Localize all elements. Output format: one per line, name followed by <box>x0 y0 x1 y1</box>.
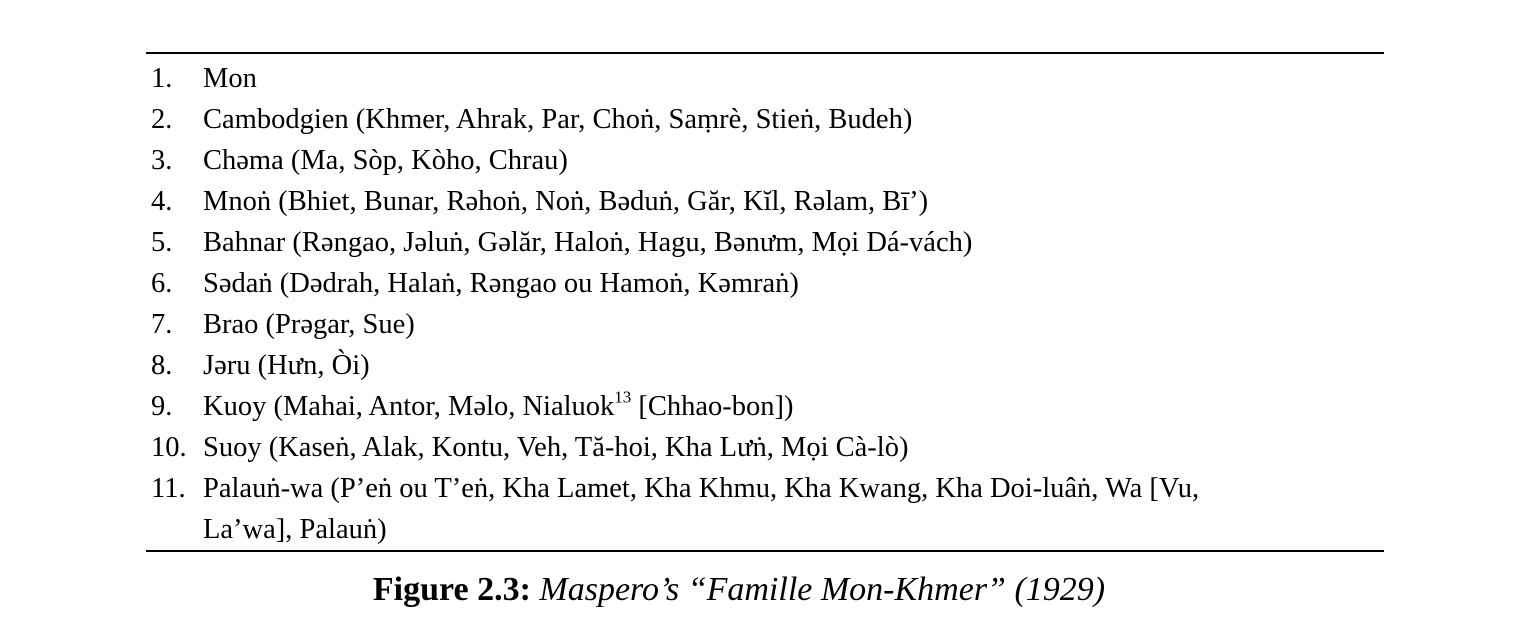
list-item-text: Palauṅ-wa (P’eṅ ou T’eṅ, Kha Lamet, Kha Khmu, Kha Kwang, Kha Doi-luâṅ, Wa [Vu, La’wa], Palauṅ) <box>203 473 1200 545</box>
list-item-number: 8. <box>151 350 173 381</box>
figure-label: Figure 2.3: <box>372 571 531 608</box>
figure-caption <box>0 568 1478 612</box>
list-item-text-before-footnote: Kuoy (Mahai, Antor, Məlo, Nialuok <box>203 391 615 422</box>
list-item-number: 7. <box>151 309 173 340</box>
list-item <box>146 304 1384 345</box>
list-item-text: Mnoṅ (Bhiet, Bunar, Rəhoṅ, Noṅ, Bəduṅ, Găr, Kĭl, Rəlam, Bī’) <box>203 186 929 217</box>
list-item-text: Bahnar (Rəngao, Jəluṅ, Gəlăr, Haloṅ, Hagu, Bənưm, Mọi Dá-vách) <box>203 227 973 258</box>
bottom-rule <box>146 550 1384 552</box>
list-item-text: Brao (Prəgar, Sue) <box>203 309 415 340</box>
list-item <box>146 58 1384 99</box>
list-item <box>146 181 1384 222</box>
list-item-number: 11. <box>151 473 186 504</box>
list-item-number: 9. <box>151 391 173 422</box>
list-item-text: Cambodgien (Khmer, Ahrak, Par, Choṅ, Saṃrè, Stieṅ, Budeh) <box>203 104 913 135</box>
top-rule <box>146 52 1384 54</box>
list-item <box>146 427 1384 468</box>
list-item-number: 5. <box>151 227 173 258</box>
list-item-text: Sədaṅ (Dədrah, Halaṅ, Rəngao ou Hamoṅ, Kəmraṅ) <box>203 268 799 299</box>
list-item <box>146 222 1384 263</box>
language-family-list <box>146 58 1384 550</box>
list-item <box>146 263 1384 304</box>
list-item-text: Jəru (Hưn, Òi) <box>203 350 370 381</box>
list-item-number: 6. <box>151 268 173 299</box>
figure-title: Maspero’s “Famille Mon-Khmer” (1929) <box>539 571 1106 608</box>
list-item-text: Mon <box>203 63 257 94</box>
list-item <box>146 386 1384 427</box>
list-item <box>146 468 1384 550</box>
list-item-number: 10. <box>151 432 187 463</box>
footnote-marker: 13 <box>614 387 632 407</box>
list-item-number: 2. <box>151 104 173 135</box>
list-item-number: 1. <box>151 63 173 94</box>
list-item-number: 4. <box>151 186 173 217</box>
list-item-text-after-footnote: [Chhao-bon]) <box>631 391 794 422</box>
list-item-text: Chəma (Ma, Sòp, Kòho, Chrau) <box>203 145 568 176</box>
list-item-text <box>203 386 1278 427</box>
list-item-number: 3. <box>151 145 173 176</box>
list-item <box>146 140 1384 181</box>
list-item <box>146 99 1384 140</box>
list-item <box>146 345 1384 386</box>
list-item-text: Suoy (Kaseṅ, Alak, Kontu, Veh, Tă-hoi, Kha Lưṅ, Mọi Cà-lò) <box>203 432 909 463</box>
